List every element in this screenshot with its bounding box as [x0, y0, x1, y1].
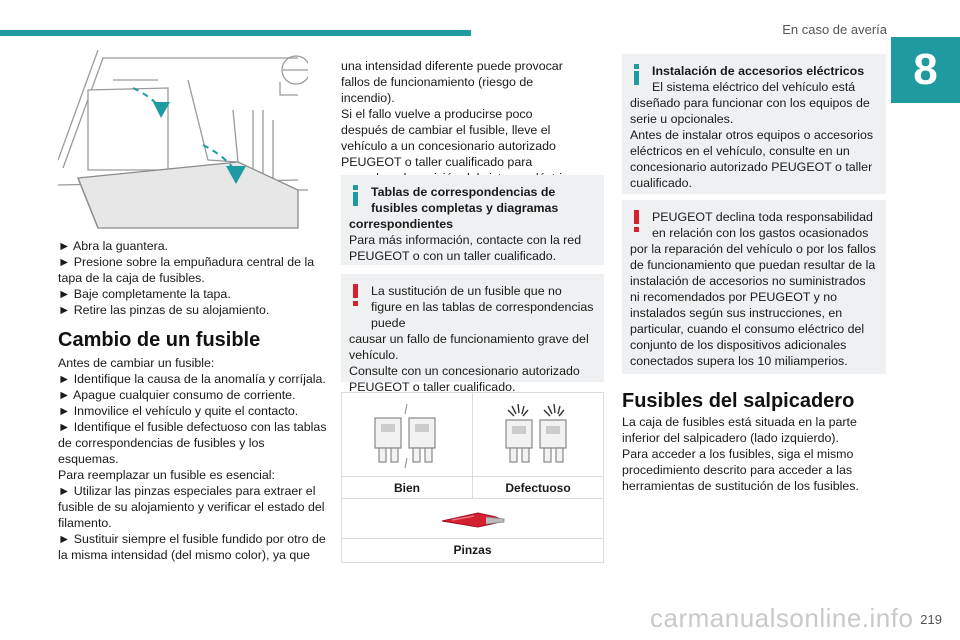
warning-icon	[350, 284, 362, 306]
header-accent-bar	[0, 30, 471, 36]
fuse-state-table	[341, 392, 604, 563]
info-text: El sistema eléctrico del vehículo está	[652, 80, 856, 94]
glovebox-illustration	[58, 50, 308, 230]
info-icon	[631, 64, 643, 86]
warning-text-cont: causar un fallo de funcionamiento grave del vehículo.	[349, 332, 589, 362]
glovebox-drawing	[58, 50, 308, 230]
warning-text-cont: por la reparación del vehículo o por los fallos de funcionamiento que puedan resultar de la instalación de accesorios no suministrados ni recomendados por PEUGEOT y no instalados según sus instrucciones, en particular, cuando el consumo eléctrico del conjunto de los dispositivos adicionales conectados supera los 10 miliamperios.	[630, 242, 876, 368]
step-text: ► Retire las pinzas de su alojamiento.	[58, 302, 318, 318]
paragraph: Si el fallo vuelve a producirse poco después de cambiar el fusible, lleve el vehículo a un concesionario autorizado PEUGEOT o taller cualificado para	[341, 107, 556, 169]
intro-text: Para reemplazar un fusible es esencial:	[58, 468, 275, 482]
info-body: Para más información, contacte con la red PEUGEOT o con un taller cualificado.	[349, 233, 582, 263]
step-text: ► Apague cualquier consumo de corriente.	[58, 387, 328, 403]
step-text: ► Presione sobre la empuñadura central de la tapa de la caja de fusibles.	[58, 254, 318, 286]
intro-text: Antes de cambiar un fusible:	[58, 356, 215, 370]
fuse-good-icon	[367, 400, 447, 470]
info-box-accessories	[622, 54, 886, 194]
continuation-text: una intensidad diferente puede provocar fallos de funcionamiento (riesgo de incendio).	[341, 59, 563, 105]
label-bad: Defectuoso	[472, 477, 603, 498]
replace-instructions	[58, 355, 328, 563]
tweezers-icon	[438, 507, 508, 531]
tweezers-image	[342, 499, 603, 538]
fuse-good-image	[342, 393, 472, 476]
info-title: Tablas de correspondencias de fusibles completas y diagramas	[371, 185, 559, 215]
warning-body: Consulte con un concesionario autorizado PEUGEOT o taller cualificado.	[349, 364, 580, 394]
info-title-cont: correspondientes	[349, 217, 453, 231]
step-text: ► Baje completamente la tapa.	[58, 286, 318, 302]
info-box-tables	[341, 175, 604, 265]
step-text: ► Utilizar las pinzas especiales para extraer el fusible de su alojamiento y verificar el estado del filamento.	[58, 483, 328, 531]
info-body: Antes de instalar otros equipos o accesorios eléctricos en el vehículo, consulte en un concesionario autorizado PEUGEOT o taller cualificado.	[630, 128, 874, 190]
warning-icon	[631, 210, 643, 232]
fuse-bad-icon	[498, 400, 578, 470]
warning-box-responsibility	[622, 200, 886, 374]
warning-text: PEUGEOT declina toda responsabilidad en relación con los gastos ocasionados	[652, 210, 873, 240]
chapter-badge: 8	[891, 37, 960, 103]
step-text: ► Identifique el fusible defectuoso con las tablas de correspondencias de fusibles y los esquemas.	[58, 419, 328, 467]
warning-box-fuse	[341, 274, 604, 394]
watermark: carmanualsonline.info	[650, 603, 914, 633]
info-text-cont: diseñado para funcionar con los equipos de serie u opcionales.	[630, 96, 870, 126]
heading-cambio-fusible: Cambio de un fusible	[58, 329, 261, 351]
section-title: En caso de avería	[782, 22, 887, 37]
label-tweezers: Pinzas	[453, 543, 492, 557]
step-text: ► Inmovilice el vehículo y quite el contacto.	[58, 403, 328, 419]
paragraph: Para acceder a los fusibles, siga el mismo procedimiento descrito para acceder a las herramientas de sustitución de los fusibles.	[622, 447, 859, 493]
fuse-bad-image	[472, 393, 603, 476]
step-text: ► Abra la guantera.	[58, 238, 318, 254]
info-title: Instalación de accesorios eléctricos	[652, 64, 865, 78]
warning-text: La sustitución de un fusible que no figure en las tablas de correspondencias puede	[371, 284, 594, 330]
open-steps	[58, 238, 318, 318]
paragraph: La caja de fusibles está situada en la parte inferior del salpicadero (lado izquierdo).	[622, 415, 857, 445]
step-text: ► Sustituir siempre el fusible fundido por otro de la misma intensidad (del mismo color), ya que	[58, 531, 328, 563]
step-text: ► Identifique la causa de la anomalía y corríjala.	[58, 371, 328, 387]
heading-fusibles-salpicadero: Fusibles del salpicadero	[622, 390, 855, 412]
page-number: 219	[920, 612, 942, 627]
info-icon	[350, 185, 362, 207]
label-good: Bien	[393, 480, 420, 495]
